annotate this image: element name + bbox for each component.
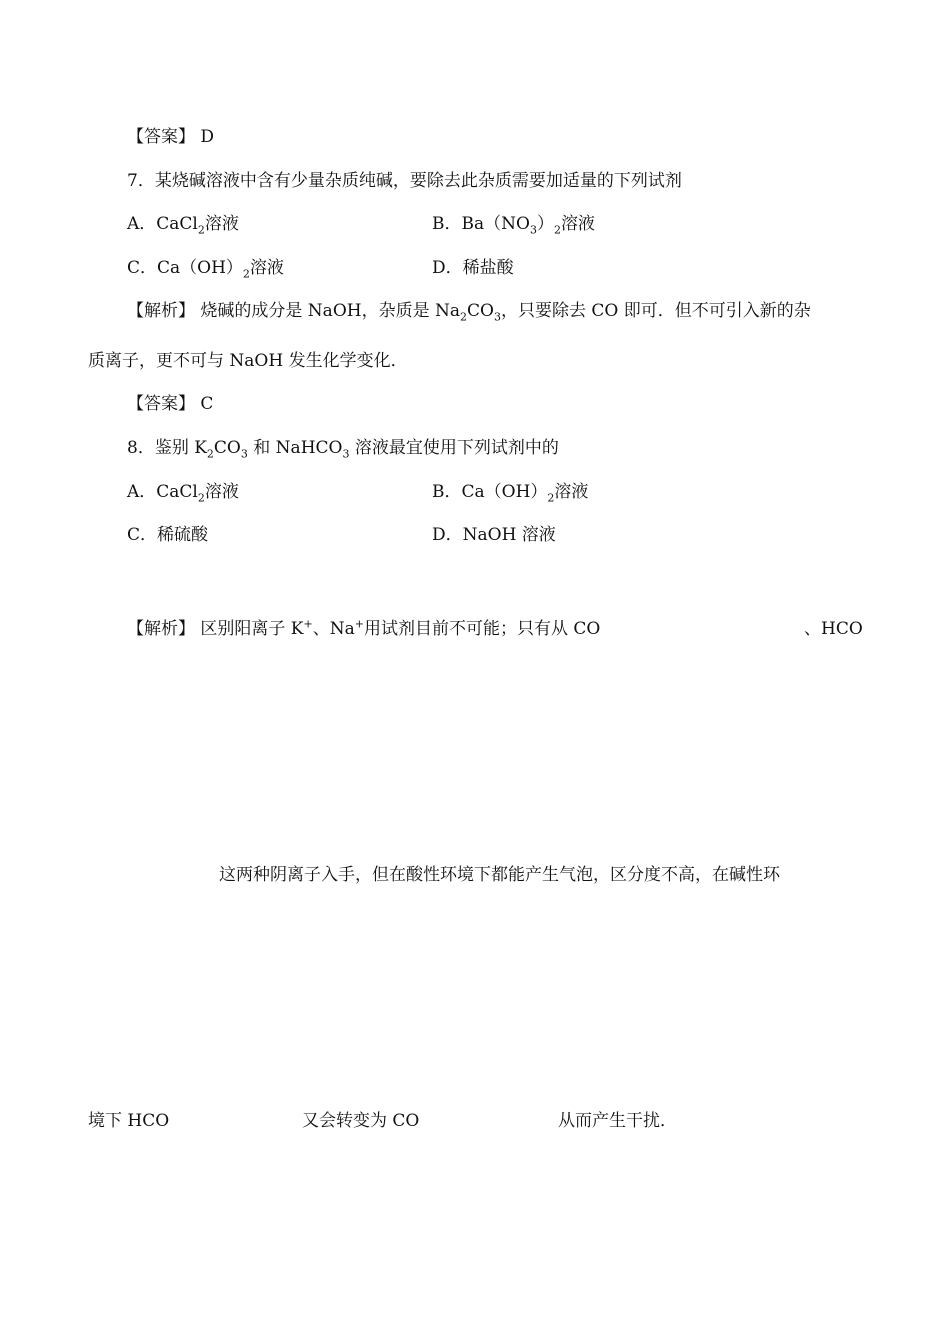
answer-line (127, 392, 213, 416)
analysis-label: 【解析】 (127, 619, 195, 639)
question-8-analysis-line3b: 又会转变为 CO (302, 1111, 420, 1131)
answer-label: 【答案】 (127, 394, 195, 414)
question-8-option-c: C．稀硫酸 (127, 525, 209, 545)
question-7-option-a: A．CaCl$_2$溶液 (127, 214, 239, 237)
analysis-label: 【解析】 (127, 301, 195, 321)
question-7-stem: 7．某烧碱溶液中含有少量杂质纯碱，要除去此杂质需要加适量的下列试剂 (127, 171, 682, 191)
answer-line (127, 125, 214, 149)
answer-value: D (200, 127, 215, 147)
question-8-analysis-hco: 、HCO (804, 619, 863, 639)
question-7-analysis-line2: 质离子，更不可与 NaOH 发生化学变化． (88, 351, 408, 371)
answer-label: 【答案】 (127, 127, 195, 147)
question-7-option-c: C．$Ca(OH)_2$溶液 (127, 258, 284, 281)
question-7-analysis: 【解析】 烧碱的成分是 NaOH，杂质是 $Na_2CO_3$，只要除去 CO 即可．但不可引入新的杂 (127, 301, 811, 324)
question-8-analysis: 【解析】 区别阳离子 K+、Na+用试剂目前不可能；只有从 CO (127, 617, 601, 639)
question-8-option-d: D．NaOH 溶液 (432, 525, 556, 545)
question-8-analysis-line3a: 境下 HCO (88, 1111, 170, 1131)
answer-value: C (200, 394, 214, 414)
question-8-analysis-line2: 这两种阴离子入手，但在酸性环境下都能产生气泡，区分度不高，在碱性环 (219, 865, 780, 885)
question-8-stem: 8．鉴别 $K_2CO_3$ 和 NaHCO$_3$ 溶液最宜使用下列试剂中的 (127, 438, 559, 461)
question-7-option-d: D．稀盐酸 (432, 258, 514, 278)
question-8-analysis-line3c: 从而产生干扰． (558, 1111, 677, 1131)
question-7-option-b: B．$Ba(NO_3)_2$溶液 (432, 214, 595, 237)
question-8-option-a: A．CaCl$_2$溶液 (127, 482, 239, 505)
question-8-option-b: B．$Ca(OH)_2$溶液 (432, 482, 589, 505)
